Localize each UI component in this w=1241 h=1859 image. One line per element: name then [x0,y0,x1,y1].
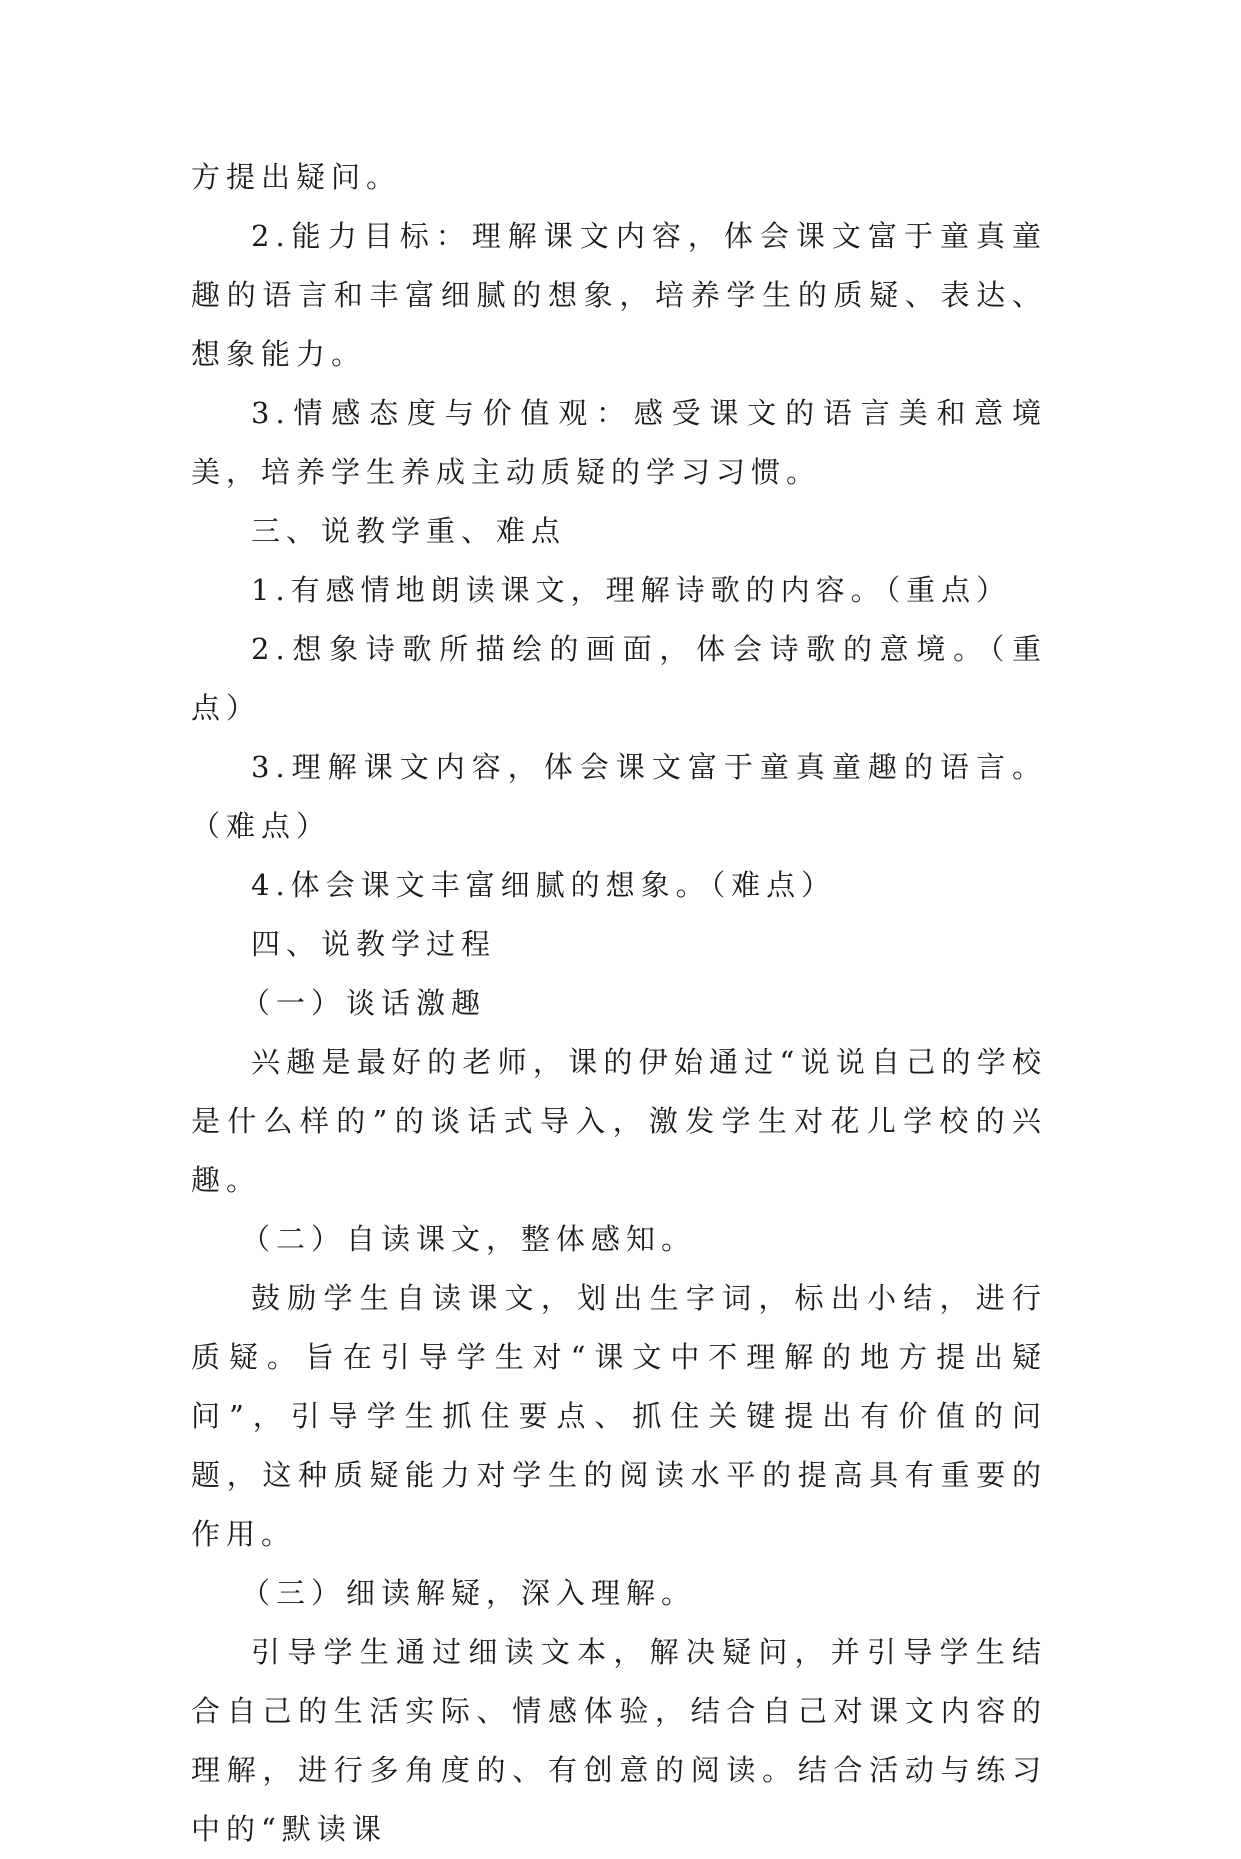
list-item-key-point-2: 2.想象诗歌所描绘的画面，体会诗歌的意境。（重点） [191,632,1047,725]
list-item-key-point-1: 1.有感情地朗读课文，理解诗歌的内容。（重点） [251,573,1012,607]
subheading-close-reading: （三）细读解疑，深入理解。 [241,1576,697,1610]
subheading-talk-interest: （一）谈话激趣 [241,986,487,1020]
paragraph-emotion-goal: 3.情感态度与价值观：感受课文的语言美和意境美，培养学生养成主动质疑的学习习惯。 [191,396,1047,489]
list-item-difficulty-2: 4.体会课文丰富细腻的想象。（难点） [251,868,837,902]
paragraph-continuation: 方提出疑问。 [191,160,402,194]
paragraph-close-reading: 引导学生通过细读文本，解决疑问，并引导学生结合自己的生活实际、情感体验，结合自己对课文内容的理解，进行多角度的、有创意的阅读。结合活动与练习中的“默读课 [191,1635,1047,1846]
list-item-difficulty-1: 3.理解课文内容，体会课文富于童真童趣的语言。（难点） [191,750,1047,843]
section-heading-key-points: 三、说教学重、难点 [251,514,567,548]
document-body [191,148,1047,1859]
paragraph-self-reading: 鼓励学生自读课文，划出生字词，标出小结，进行质疑。旨在引导学生对“课文中不理解的地方提出疑问”，引导学生抓住要点、抓住关键提出有价值的问题，这种质疑能力对学生的阅读水平的提高具有重要的作用。 [191,1281,1047,1551]
paragraph-talk-interest: 兴趣是最好的老师，课的伊始通过“说说自己的学校是什么样的”的谈话式导入，激发学生对花儿学校的兴趣。 [191,1045,1047,1197]
subheading-self-reading: （二）自读课文，整体感知。 [241,1222,697,1256]
section-heading-process: 四、说教学过程 [251,927,497,961]
paragraph-ability-goal: 2.能力目标：理解课文内容，体会课文富于童真童趣的语言和丰富细腻的想象，培养学生的质疑、表达、想象能力。 [191,219,1047,371]
